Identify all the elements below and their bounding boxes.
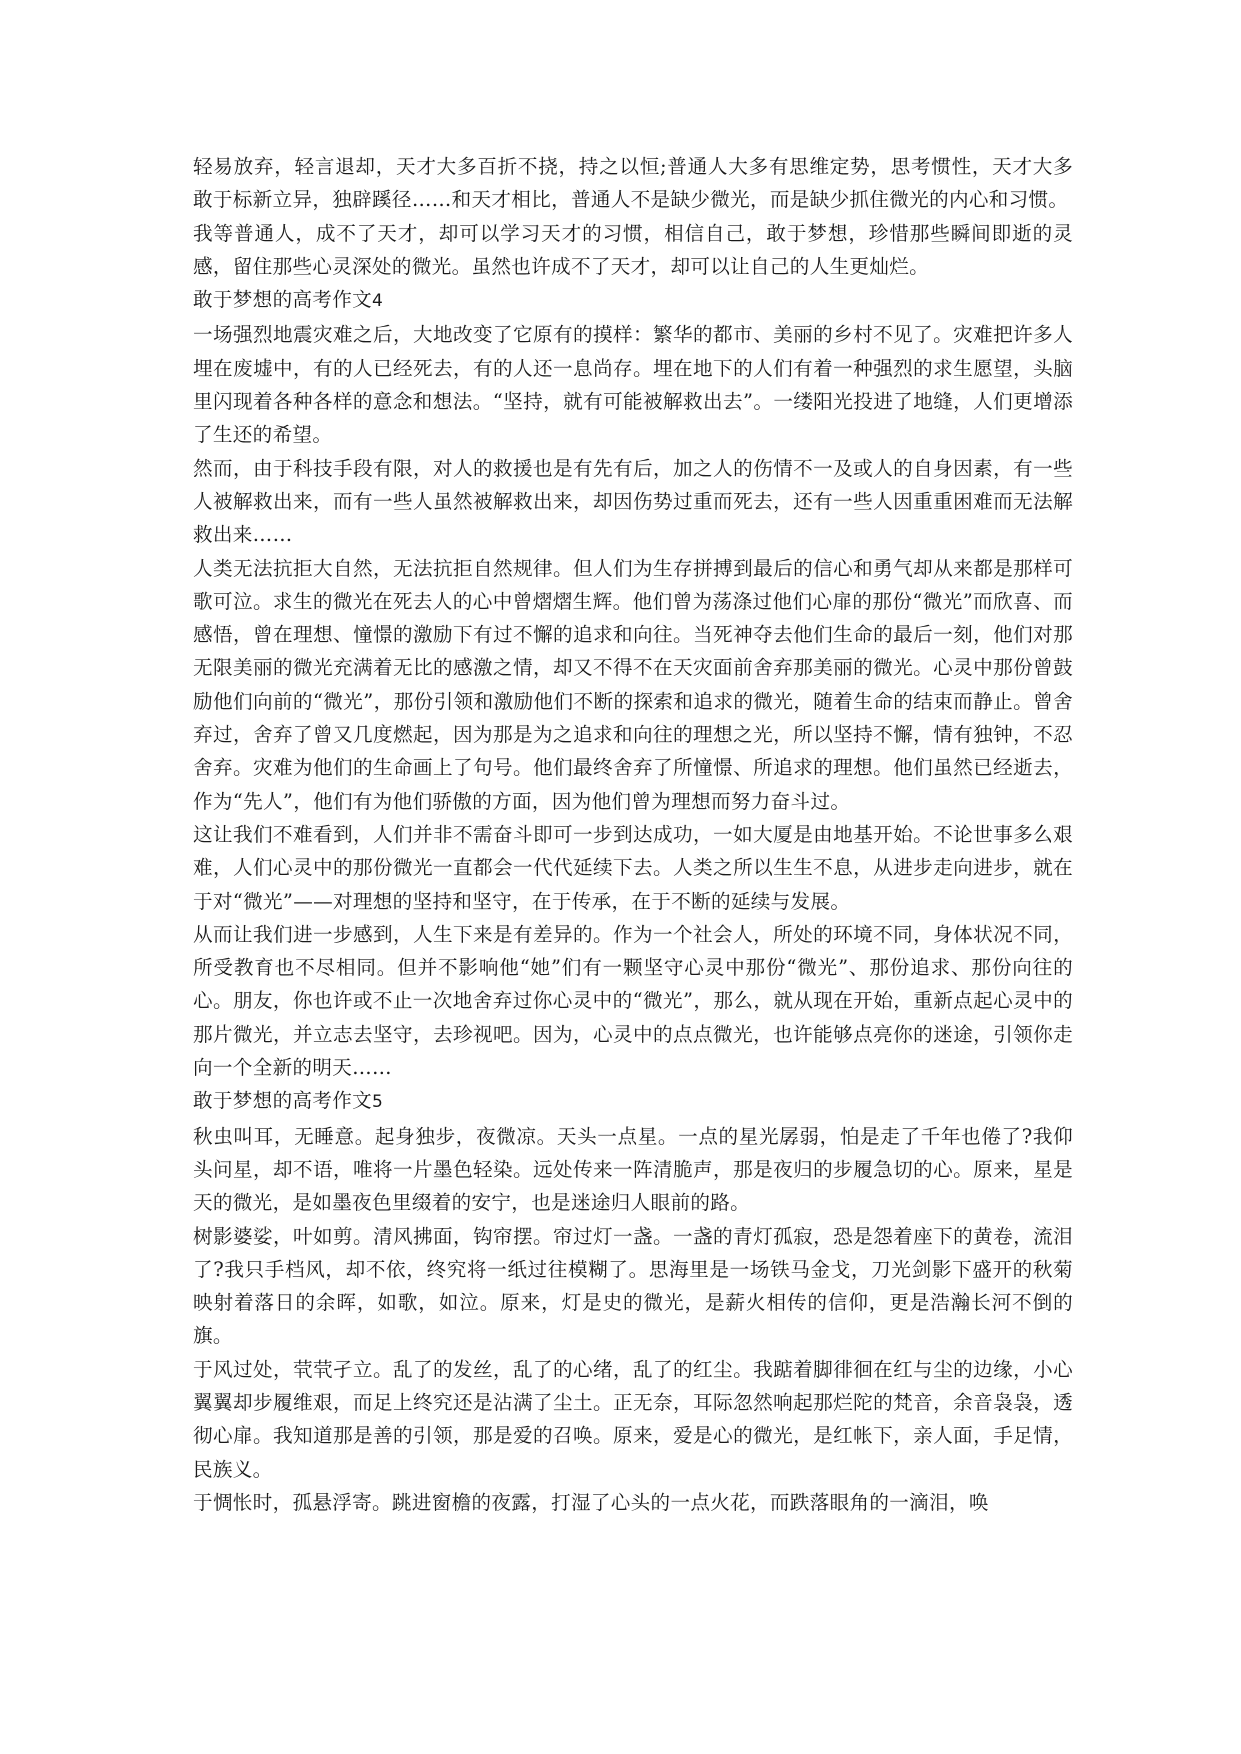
paragraph: 然而，由于科技手段有限，对人的救援也是有先有后，加之人的伤情不一及或人的自身因素，有一些人被解救出来，而有一些人虽然被解救出来，却因伤势过重而死去，还有一些人因重重困难而无法解救出来…… [193,456,1073,547]
paragraph: 一场强烈地震灾难之后，大地改变了它原有的摸样：繁华的都市、美丽的乡村不见了。灾难把许多人埋在废墟中，有的人已经死去，有的人还一息尚存。埋在地下的人们有着一种强烈的求生愿望，头脑里闪现着各种各样的意念和想法。“坚持，就有可能被解救出去”。一缕阳光投进了地缝，人们更增添了生还的希望。 [193,323,1073,447]
paragraph: 从而让我们进一步感到，人生下来是有差异的。作为一个社会人，所处的环境不同，身体状况不同，所受教育也不尽相同。但并不影响他“她”们有一颗坚守心灵中那份“微光”、那份追求、那份向往的心。朋友，你也许或不止一次地舍弃过你心灵中的“微光”，那么，就从现在开始，重新点起心灵中的那片微光，并立志去坚守，去珍视吧。因为，心灵中的点点微光，也许能够点亮你的迷途，引领你走向一个全新的明天…… [193,922,1073,1080]
paragraph: 秋虫叫耳，无睡意。起身独步，夜微凉。天头一点星。一点的星光孱弱，怕是走了千年也倦了?我仰头问星，却不语，唯将一片墨色轻染。远处传来一阵清脆声，那是夜归的步履急切的心。原来，星是天的微光，是如墨夜色里缀着的安宁，也是迷途归人眼前的路。 [193,1124,1073,1215]
section-heading-number: 5 [372,1092,384,1113]
paragraph: 树影婆娑，叶如剪。清风拂面，钩帘摆。帘过灯一盏。一盏的青灯孤寂，恐是怨着座下的黄卷，流泪了?我只手档风，却不依，终究将一纸过往模糊了。思海里是一场铁马金戈，刀光剑影下盛开的秋菊映射着落日的余晖，如歌，如泣。原来，灯是史的微光，是薪火相传的信仰，更是浩瀚长河不倒的旗。 [193,1224,1073,1348]
paragraph: 我等普通人，成不了天才，却可以学习天才的习惯，相信自己，敢于梦想，珍惜那些瞬间即逝的灵感，留住那些心灵深处的微光。虽然也许成不了天才，却可以让自己的人生更灿烂。 [193,221,1073,278]
section-heading-number: 4 [372,291,384,312]
article-body [193,150,1073,1519]
paragraph: 人类无法抗拒大自然，无法抗拒自然规律。但人们为生存拼搏到最后的信心和勇气却从来都是那样可歌可泣。求生的微光在死去人的心中曾熠熠生辉。他们曾为荡涤过他们心扉的那份“微光”而欣喜、而感悟，曾在理想、憧憬的激励下有过不懈的追求和向往。当死神夺去他们生命的最后一刻，他们对那无限美丽的微光充满着无比的感激之情，却又不得不在天灾面前舍弃那美丽的微光。心灵中那份曾鼓励他们向前的“微光”，那份引领和激励他们不断的探索和追求的微光，随着生命的结束而静止。曾舍弃过，舍弃了曾又几度燃起，因为那是为之追求和向往的理想之光，所以坚持不懈，情有独钟，不忍舍弃。灾难为他们的生命画上了句号。他们最终舍弃了所憧憬、所追求的理想。他们虽然已经逝去，作为“先人”，他们有为他们骄傲的方面，因为他们曾为理想而努力奋斗过。 [193,556,1073,813]
section-heading-text: 敢于梦想的高考作文 [193,288,373,312]
paragraph: 于风过处，茕茕孑立。乱了的发丝，乱了的心绪，乱了的红尘。我踮着脚徘徊在红与尘的边缘，小心翼翼却步履维艰，而足上终究还是沾满了尘土。正无奈，耳际忽然响起那烂陀的梵音，余音袅袅，透彻心扉。我知道那是善的引领，那是爱的召唤。原来，爱是心的微光，是红帐下，亲人面，手足情，民族义。 [193,1357,1073,1481]
paragraph: 这让我们不难看到，人们并非不需奋斗即可一步到达成功，一如大厦是由地基开始。不论世事多么艰难，人们心灵中的那份微光一直都会一代代延续下去。人类之所以生生不息，从进步走向进步，就在于对“微光”——对理想的坚持和坚守，在于传承，在于不断的延续与发展。 [193,822,1073,913]
paragraph: 轻易放弃，轻言退却，天才大多百折不挠，持之以恒;普通人大多有思维定势，思考惯性，天才大多敢于标新立异，独辟蹊径……和天才相比，普通人不是缺少微光，而是缺少抓住微光的内心和习惯。 [193,155,1073,212]
paragraph: 于惆怅时，孤悬浮寄。跳进窗檐的夜露，打湿了心头的一点火花，而跌落眼角的一滴泪，唤 [193,1490,989,1514]
section-heading [193,1084,1073,1119]
section-heading-text: 敢于梦想的高考作文 [193,1089,373,1113]
section-heading [193,283,1073,318]
